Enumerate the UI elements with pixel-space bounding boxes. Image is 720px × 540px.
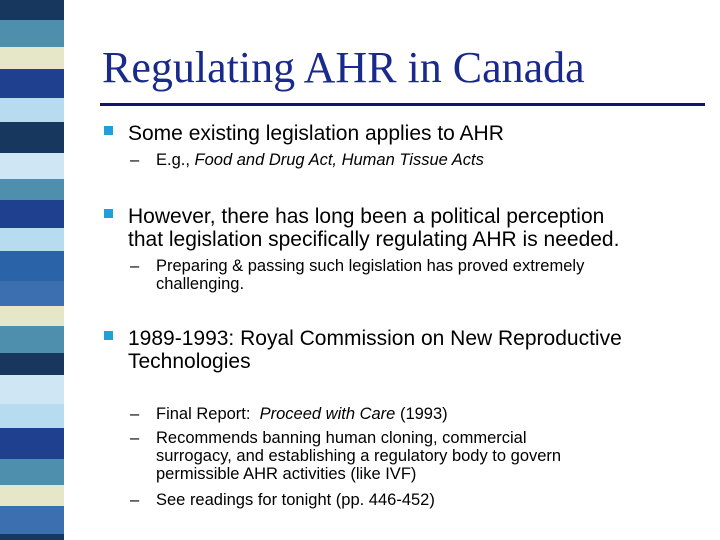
bullet-2-line-1: However, there has long been a political perception (128, 205, 605, 228)
dash-icon: – (130, 151, 140, 169)
square-bullet-icon (104, 331, 113, 340)
stripe-block (0, 326, 64, 353)
title-underline (100, 103, 705, 106)
sub-italic: Food and Drug Act, Human Tissue Acts (194, 151, 484, 169)
sub-prefix: E.g., (156, 151, 195, 169)
bullet-3-sub-2-line-2: surrogacy, and establishing a regulatory body to govern (156, 447, 562, 465)
bullet-1-text: Some existing legislation applies to AHR (128, 122, 504, 145)
decorative-stripe (0, 0, 64, 540)
stripe-block (0, 228, 64, 251)
stripe-block (0, 459, 64, 485)
stripe-block (0, 200, 64, 228)
stripe-block (0, 485, 64, 506)
sub-prefix: Final Report: (156, 405, 260, 423)
bullet-3-sub-3-text: See readings for tonight (pp. 446-452) (156, 491, 435, 509)
dash-icon: – (130, 405, 140, 423)
bullet-3-line-1: 1989-1993: Royal Commission on New Reproductive (128, 327, 622, 350)
dash-icon: – (130, 429, 140, 447)
dash-icon: – (130, 491, 140, 509)
bullet-3-sub-2-line-3: permissible AHR activities (like IVF) (156, 465, 417, 483)
stripe-block (0, 404, 64, 428)
stripe-block (0, 353, 64, 375)
stripe-block (0, 281, 64, 306)
bullet-3-sub-2-line-1: Recommends banning human cloning, commercial (156, 429, 527, 447)
square-bullet-icon (104, 126, 113, 135)
stripe-block (0, 251, 64, 281)
stripe-block (0, 506, 64, 534)
bullet-2-line-2: that legislation specifically regulating AHR is needed. (128, 228, 620, 251)
bullet-2-sub-line-1: Preparing & passing such legislation has proved extremely (156, 257, 585, 275)
square-bullet-icon (104, 209, 113, 218)
sub-suffix: (1993) (395, 405, 448, 423)
stripe-block (0, 20, 64, 47)
sub-italic: Proceed with Care (259, 405, 396, 423)
stripe-block (0, 122, 64, 153)
stripe-block (0, 69, 64, 98)
stripe-block (0, 428, 64, 459)
slide-title: Regulating AHR in Canada (102, 43, 585, 92)
dash-icon: – (130, 257, 140, 275)
stripe-block (0, 179, 64, 200)
stripe-block (0, 306, 64, 326)
stripe-block (0, 153, 64, 179)
stripe-block (0, 0, 64, 20)
bullet-3-line-2: Technologies (128, 350, 251, 373)
stripe-block (0, 47, 64, 69)
stripe-block (0, 98, 64, 122)
stripe-block (0, 534, 64, 540)
stripe-block (0, 375, 64, 404)
bullet-2-sub-line-2: challenging. (156, 275, 245, 293)
